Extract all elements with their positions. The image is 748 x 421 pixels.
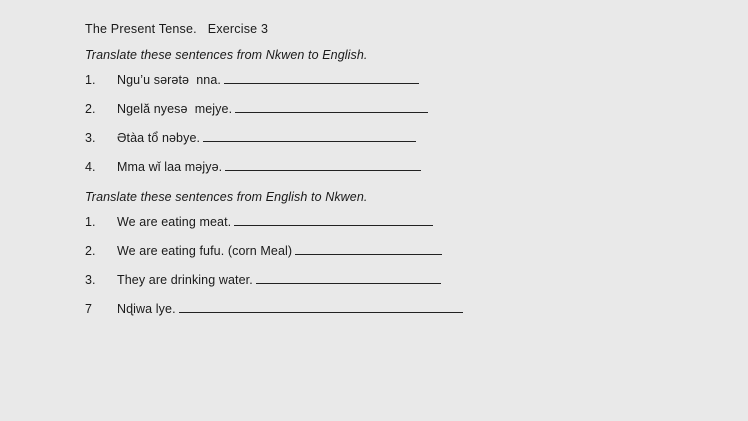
answer-blank[interactable] [234, 214, 433, 226]
answer-blank[interactable] [179, 301, 463, 313]
item-number: 3. [85, 273, 96, 287]
section-2-instruction: Translate these sentences from English to Nkwen. [85, 190, 368, 204]
exercise-item [85, 72, 688, 87]
exercise-item [85, 214, 688, 229]
section-1-instruction: Translate these sentences from Nkwen to English. [85, 48, 368, 62]
item-number: 3. [85, 131, 96, 145]
item-number: 7 [85, 302, 93, 316]
item-text: We are eating meat. [117, 215, 232, 229]
exercise-item [85, 272, 688, 287]
item-number: 1. [85, 73, 96, 87]
item-text: Ətàa tổ nəbye. [117, 131, 201, 145]
exercise-item [85, 101, 688, 116]
answer-blank[interactable] [295, 243, 442, 255]
item-text: Mma wǐ laa məjyə. [117, 160, 223, 174]
answer-blank[interactable] [224, 72, 419, 84]
item-text: Ngelă nyesə mejye. [117, 102, 233, 116]
item-number: 4. [85, 160, 96, 174]
item-text: Nɖiwa lye. [117, 302, 176, 316]
item-number: 2. [85, 244, 96, 258]
item-number: 2. [85, 102, 96, 116]
answer-blank[interactable] [225, 159, 421, 171]
answer-blank[interactable] [203, 130, 416, 142]
page-title: The Present Tense. Exercise 3 [85, 22, 269, 36]
exercise-item [85, 243, 688, 258]
document-body [85, 22, 688, 330]
answer-blank[interactable] [256, 272, 441, 284]
exercise-item [85, 130, 688, 145]
answer-blank[interactable] [235, 101, 428, 113]
exercise-item [85, 301, 688, 316]
item-text: We are eating fufu. (corn Meal) [117, 244, 293, 258]
item-text: They are drinking water. [117, 273, 253, 287]
exercise-item [85, 159, 688, 174]
item-text: Ngu’u sərətə nna. [117, 73, 221, 87]
item-number: 1. [85, 215, 96, 229]
